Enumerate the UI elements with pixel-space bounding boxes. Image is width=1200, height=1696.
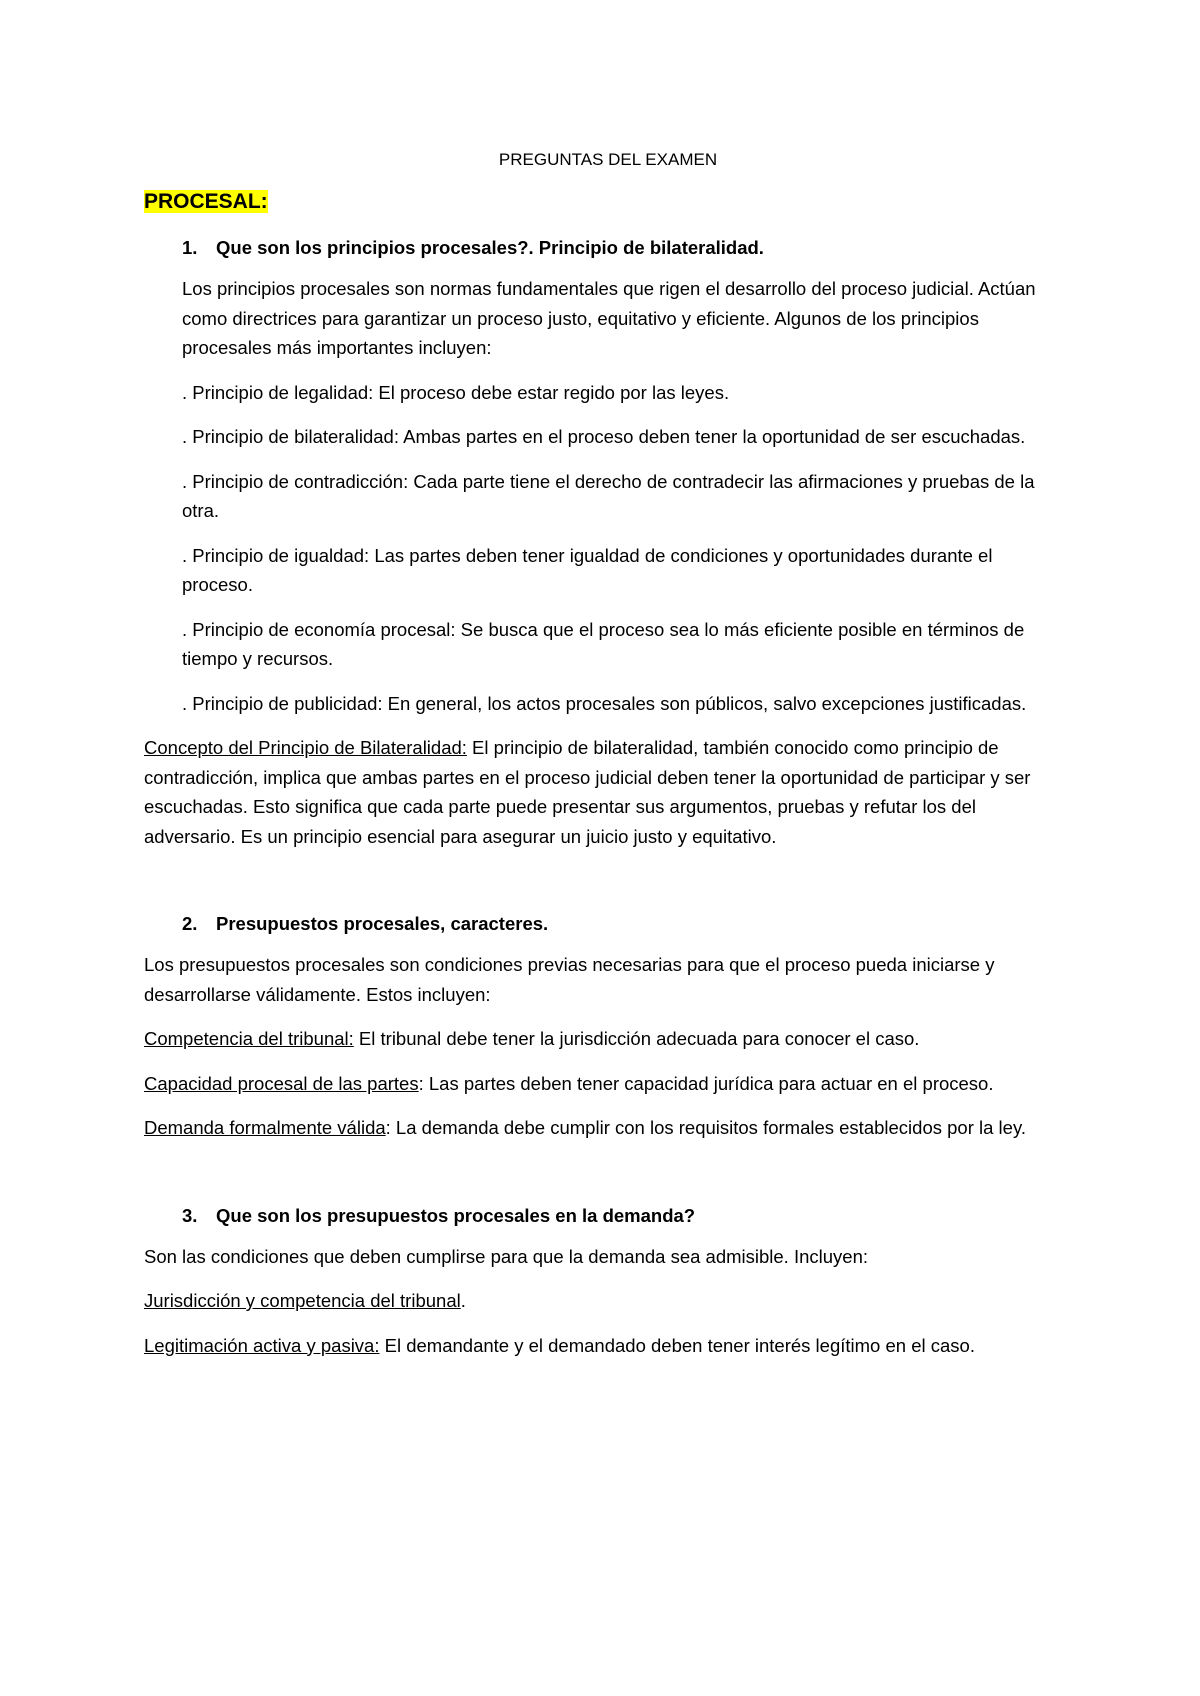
requirement-label: Jurisdicción y competencia del tribunal xyxy=(144,1290,461,1311)
requirement-item xyxy=(144,1024,1064,1054)
requirement-item xyxy=(144,1113,1064,1143)
concept-text: El principio de bilateralidad, también conocido como principio de contradicción, implica que ambas partes en el proceso judicial deben tener la oportunidad de participar y ser escuchadas. Esto significa que cada parte puede presentar sus argumentos, pruebas y refutar los del adversario. Es un principio esencial para asegurar un juicio justo y equitativo. xyxy=(144,737,1031,847)
highlighted-section-label: PROCESAL: xyxy=(144,190,268,213)
question-2-heading xyxy=(182,910,1064,938)
requirement-label: Demanda formalmente válida xyxy=(144,1117,386,1138)
requirement-item xyxy=(144,1069,1064,1099)
question-1-answer xyxy=(182,274,1064,718)
question-1-heading xyxy=(182,234,1064,262)
principle-item: . Principio de economía procesal: Se busca que el proceso sea lo más eficiente posible en términos de tiempo y recursos. xyxy=(182,618,1025,669)
requirement-item xyxy=(144,1331,1064,1361)
requirement-label: Legitimación activa y pasiva: xyxy=(144,1334,380,1356)
paragraph: Los presupuestos procesales son condiciones previas necesarias para que el proceso pueda iniciarse y desarrollarse válidamente. Estos incluyen: xyxy=(144,954,995,1005)
principle-item: . Principio de igualdad: Las partes deben tener igualdad de condiciones y oportunidades durante el proceso. xyxy=(182,544,993,595)
principle-item: . Principio de bilateralidad: Ambas partes en el proceso deben tener la oportunidad de ser escuchadas. xyxy=(182,426,1026,447)
principle-item: . Principio de publicidad: En general, los actos procesales son públicos, salvo excepciones justificadas. xyxy=(182,692,1027,714)
requirement-label: Competencia del tribunal: xyxy=(144,1028,354,1049)
question-number: 2. xyxy=(182,913,198,934)
principle-item: . Principio de legalidad: El proceso debe estar regido por las leyes. xyxy=(182,381,730,403)
paragraph: Los principios procesales son normas fundamentales que rigen el desarrollo del proceso judicial. Actúan como directrices para garantizar un proceso justo, equitativo y eficiente. Algunos de los principios procesales más importantes incluyen: xyxy=(182,278,1036,358)
document-title: PREGUNTAS DEL EXAMEN xyxy=(498,150,718,169)
principle-item: . Principio de contradicción: Cada parte tiene el derecho de contradecir las afirmaciones y pruebas de la otra. xyxy=(182,470,1035,521)
question-title: Presupuestos procesales, caracteres. xyxy=(216,913,549,934)
paragraph: Son las condiciones que deben cumplirse para que la demanda sea admisible. Incluyen: xyxy=(144,1245,869,1267)
requirement-text: : La demanda debe cumplir con los requisitos formales establecidos por la ley. xyxy=(385,1117,1026,1138)
question-number: 1. xyxy=(182,237,198,258)
requirement-text: El tribunal debe tener la jurisdicción adecuada para conocer el caso. xyxy=(353,1028,920,1049)
section-heading-procesal xyxy=(144,188,1064,216)
requirement-label: Capacidad procesal de las partes xyxy=(144,1072,419,1094)
question-number: 3. xyxy=(182,1204,198,1226)
spacer xyxy=(144,866,1064,910)
spacer xyxy=(144,1158,1064,1202)
requirement-text: El demandante y el demandado deben tener interés legítimo en el caso. xyxy=(379,1334,975,1356)
requirement-text: . xyxy=(460,1290,466,1311)
requirement-text: : Las partes deben tener capacidad jurídica para actuar en el proceso. xyxy=(418,1072,994,1094)
concept-label: Concepto del Principio de Bilateralidad: xyxy=(144,737,467,758)
question-title: Que son los presupuestos procesales en la demanda? xyxy=(216,1204,696,1226)
concept-paragraph xyxy=(144,733,1064,851)
document-body xyxy=(144,148,1064,1375)
question-3-heading xyxy=(182,1202,1064,1230)
question-title: Que son los principios procesales?. Principio de bilateralidad. xyxy=(216,237,764,258)
requirement-item xyxy=(144,1286,1064,1316)
